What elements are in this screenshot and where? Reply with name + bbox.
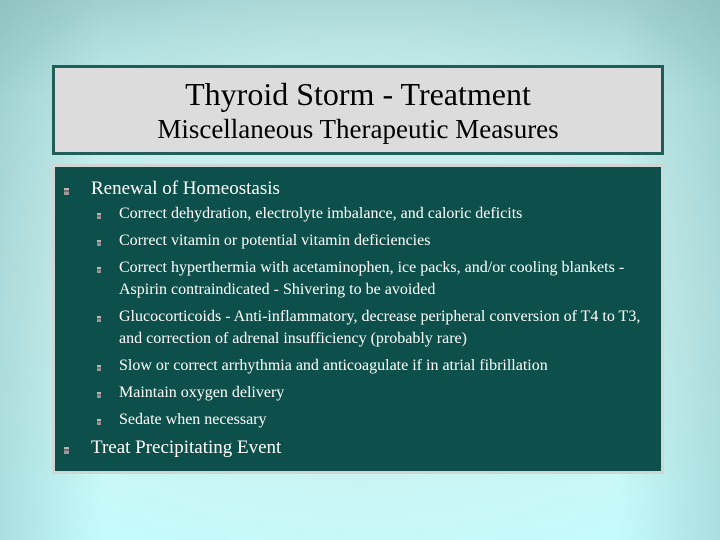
list-item [55,436,661,460]
bullet-icon [64,447,69,454]
slide-title: Thyroid Storm - Treatment [185,76,531,112]
bullet-icon [97,419,101,425]
list-item-label: Correct dehydration, electrolyte imbalance, and caloric deficits [119,205,523,222]
bullet-icon [97,316,101,322]
list-item [87,230,659,252]
bullet-icon [97,213,101,219]
bullet-icon [97,392,101,398]
list-item [87,409,659,431]
list-item-label: Glucocorticoids - Anti-inflammatory, decrease peripheral conversion of T4 to T3, and correction of adrenal insufficiency (probably rare) [119,308,641,347]
list-item-label: Maintain oxygen delivery [119,384,285,401]
list-item-label: Treat Precipitating Event [91,437,282,458]
bullet-icon [97,240,101,246]
list-item [87,257,659,301]
list-item-label: Sedate when necessary [119,411,267,428]
list-item [87,203,659,225]
bullet-icon [64,188,69,195]
sub-bullet-list [91,203,661,431]
list-item [55,177,661,431]
list-item [87,355,659,377]
content-box [52,164,664,474]
slide-subtitle: Miscellaneous Therapeutic Measures [157,114,559,144]
list-item-label: Slow or correct arrhythmia and anticoagulate if in atrial fibrillation [119,357,548,374]
list-item [87,306,659,350]
list-item [87,382,659,404]
list-item-label: Correct hyperthermia with acetaminophen, ice packs, and/or cooling blankets - Aspirin contraindicated - Shivering to be avoided [119,259,625,298]
list-item-label: Correct vitamin or potential vitamin deficiencies [119,232,431,249]
list-item-label: Renewal of Homeostasis [91,178,280,199]
bullet-icon [97,365,101,371]
bullet-icon [97,267,101,273]
bullet-list [55,177,661,460]
title-box [52,65,664,155]
